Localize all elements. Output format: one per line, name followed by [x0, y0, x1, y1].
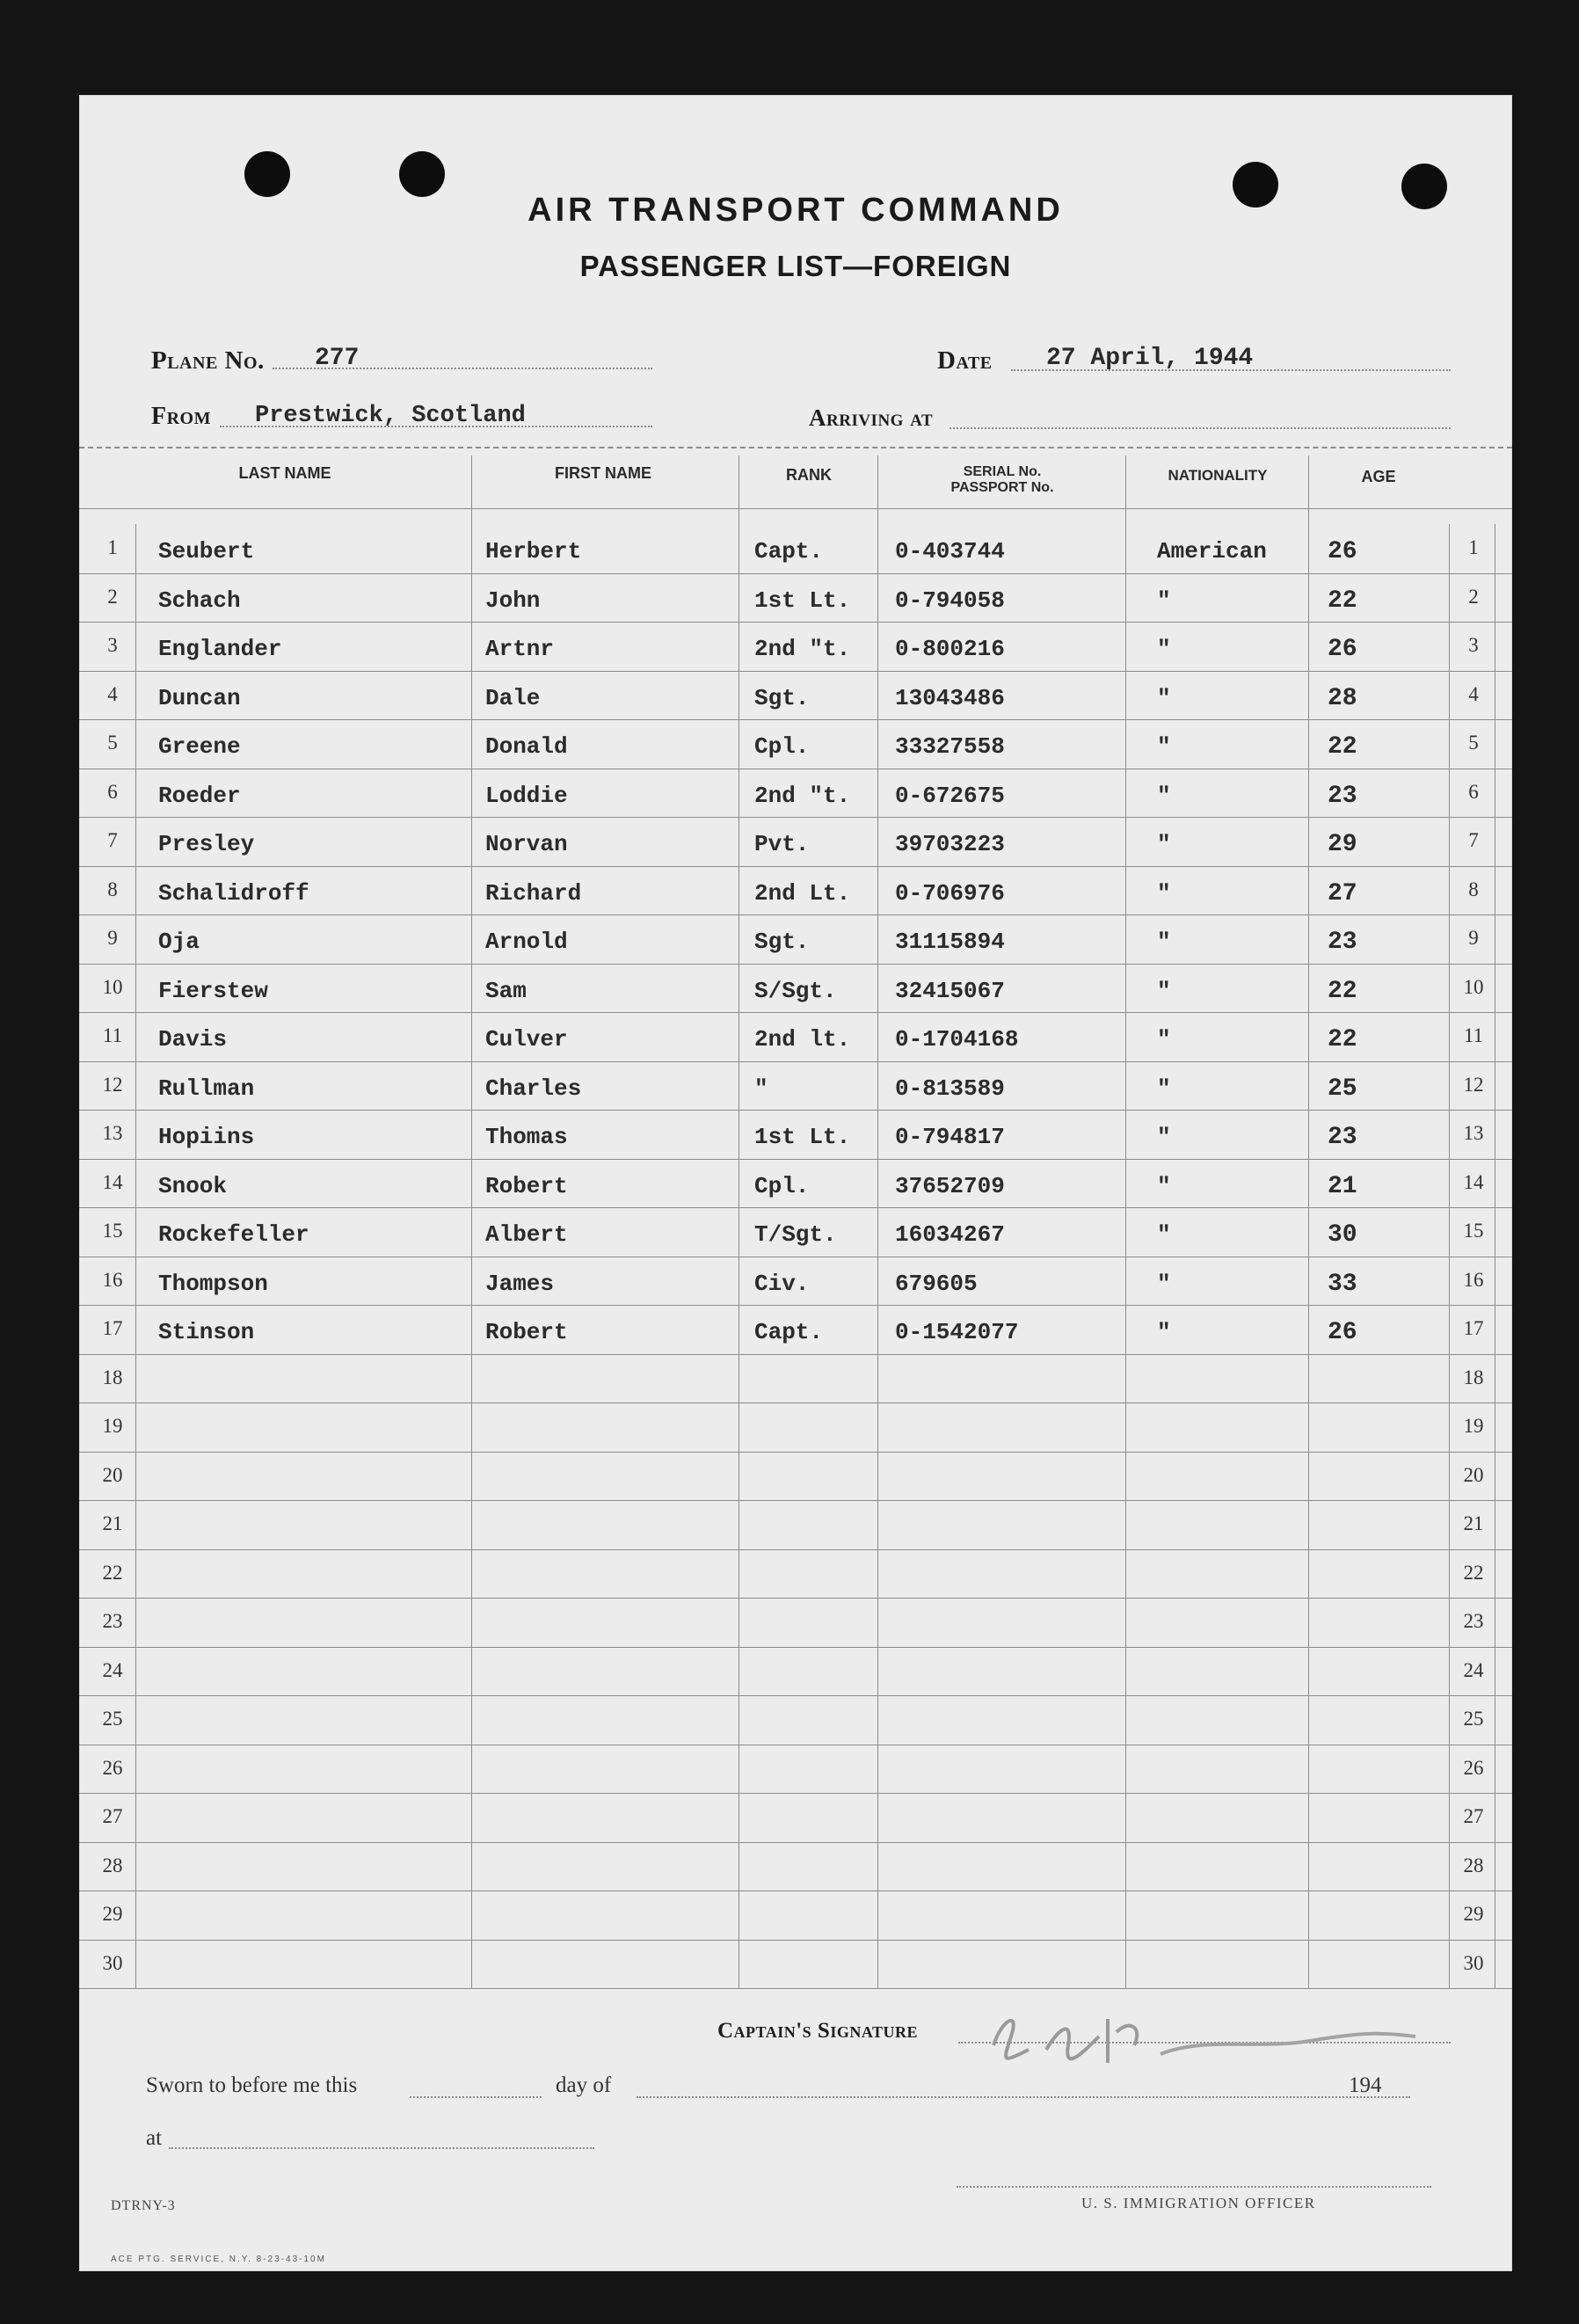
row-rule	[79, 1695, 1512, 1696]
row-rule	[79, 671, 1512, 672]
col-age: AGE	[1361, 468, 1396, 485]
cell-last: Englander	[158, 636, 282, 662]
cell-serial: 13043486	[895, 684, 1005, 711]
row-rule	[79, 866, 1512, 867]
cell-serial: 0-800216	[895, 636, 1005, 662]
cell-first: Robert	[485, 1172, 568, 1199]
row-number-left: 1	[107, 536, 118, 558]
row-number-left: 22	[102, 1561, 123, 1584]
cell-nationality: "	[1157, 1124, 1171, 1150]
row-number-right: 4	[1468, 682, 1479, 705]
row-rule	[79, 1061, 1512, 1062]
row-number-right: 12	[1463, 1073, 1484, 1096]
cell-first: Dale	[485, 684, 541, 711]
row-number-left: 21	[102, 1512, 123, 1534]
cell-serial: 679605	[895, 1270, 978, 1297]
cell-first: Thomas	[485, 1124, 568, 1150]
cell-first: Arnold	[485, 929, 568, 955]
cell-serial: 0-1542077	[895, 1319, 1019, 1345]
row-rule	[79, 1305, 1512, 1306]
row-number-right: 22	[1463, 1561, 1484, 1584]
cell-nationality: "	[1157, 1221, 1171, 1248]
officer-label: U. S. IMMIGRATION OFFICER	[1081, 2195, 1316, 2211]
col-rank: RANK	[786, 466, 832, 484]
row-rule	[79, 1207, 1512, 1208]
row-number-right: 7	[1468, 829, 1479, 851]
row-number-left: 16	[102, 1268, 123, 1291]
cell-age: 21	[1328, 1172, 1357, 1200]
row-number-right: 9	[1468, 927, 1479, 949]
row-number-right: 28	[1463, 1854, 1484, 1876]
cell-nationality: "	[1157, 1075, 1171, 1102]
plane-value: 277	[315, 345, 360, 372]
row-number-right: 16	[1463, 1268, 1484, 1291]
officer-line	[957, 2186, 1431, 2188]
from-label: From	[151, 403, 211, 430]
cell-age: 27	[1328, 879, 1357, 907]
cell-first: Albert	[485, 1221, 568, 1248]
row-rule	[79, 964, 1512, 965]
day-of-label: day of	[556, 2073, 612, 2097]
cell-age: 26	[1328, 636, 1357, 663]
row-number-left: 14	[102, 1170, 123, 1193]
row-number-right: 3	[1468, 634, 1479, 656]
cell-rank: Pvt.	[754, 831, 810, 857]
cell-age: 22	[1328, 733, 1357, 761]
row-number-left: 27	[102, 1805, 123, 1827]
row-number-right: 11	[1463, 1024, 1484, 1046]
column-rule	[1125, 455, 1126, 1988]
col-passport: PASSPORT No.	[950, 480, 1054, 495]
cell-first: Charles	[485, 1075, 582, 1102]
cell-nationality: "	[1157, 929, 1171, 955]
date-value: 27 April, 1944	[1046, 345, 1254, 372]
row-number-right: 21	[1463, 1512, 1484, 1534]
sworn-label: Sworn to before me this	[146, 2073, 358, 2097]
from-value: Prestwick, Scotland	[255, 403, 526, 429]
cell-last: Rockefeller	[158, 1221, 309, 1248]
row-number-right: 2	[1468, 585, 1479, 608]
column-rule	[471, 455, 472, 1988]
cell-nationality: "	[1157, 636, 1171, 662]
cell-last: Snook	[158, 1172, 228, 1199]
date-label: Date	[937, 346, 993, 375]
cell-last: Schalidroff	[158, 879, 309, 907]
cell-last: Oja	[158, 929, 200, 955]
cell-rank: 1st Lt.	[754, 1124, 851, 1150]
row-number-right: 14	[1463, 1170, 1484, 1193]
cell-first: Artnr	[485, 636, 555, 662]
cell-first: John	[485, 586, 541, 614]
row-number-right: 18	[1463, 1366, 1484, 1388]
cell-serial: 0-813589	[895, 1075, 1005, 1102]
row-number-left: 13	[102, 1122, 123, 1144]
row-rule	[79, 1500, 1512, 1501]
cell-rank: 2nd Lt.	[754, 879, 851, 907]
printer-imprint: ACE PTG. SERVICE, N.Y. 8-23-43-10M	[111, 2255, 326, 2264]
row-number-left: 23	[102, 1610, 123, 1632]
form-subtitle: PASSENGER LIST—FOREIGN	[579, 250, 1012, 282]
row-number-left: 18	[102, 1366, 123, 1388]
row-rule	[79, 1354, 1512, 1355]
row-number-left: 15	[102, 1220, 123, 1242]
cell-age: 23	[1328, 782, 1357, 810]
cell-rank: Capt.	[754, 538, 824, 565]
arriving-label: Arriving at	[809, 404, 934, 431]
cell-age: 28	[1328, 684, 1357, 712]
row-number-left: 26	[102, 1756, 123, 1779]
row-number-left: 11	[102, 1024, 123, 1046]
row-rule	[79, 817, 1512, 818]
row-number-left: 28	[102, 1854, 123, 1876]
cell-rank: T/Sgt.	[754, 1221, 837, 1248]
cell-nationality: "	[1157, 831, 1171, 857]
row-number-left: 8	[107, 878, 118, 900]
row-number-right: 5	[1468, 732, 1479, 754]
cell-last: Duncan	[158, 684, 241, 711]
row-rule	[79, 622, 1512, 623]
row-number-left: 30	[102, 1951, 123, 1974]
cell-rank: "	[754, 1075, 768, 1102]
cell-nationality: "	[1157, 977, 1171, 1004]
cell-serial: 32415067	[895, 977, 1005, 1004]
column-rule	[1308, 455, 1309, 1988]
cell-rank: Sgt.	[754, 684, 810, 711]
row-rule	[79, 1940, 1512, 1941]
row-rule	[79, 1647, 1512, 1648]
row-number-left: 7	[107, 829, 118, 851]
cell-age: 23	[1328, 1124, 1357, 1151]
cell-serial: 39703223	[895, 831, 1005, 857]
form-code: DTRNY-3	[111, 2198, 176, 2213]
cell-last: Seubert	[158, 538, 255, 565]
row-number-right: 29	[1463, 1903, 1484, 1925]
cell-first: Donald	[485, 733, 568, 760]
row-number-left: 2	[107, 585, 118, 608]
row-rule	[79, 1159, 1512, 1160]
row-rule	[79, 914, 1512, 915]
row-number-left: 5	[107, 732, 118, 754]
row-number-right: 17	[1463, 1317, 1484, 1339]
cell-last: Stinson	[158, 1319, 255, 1345]
row-rule	[79, 1842, 1512, 1843]
cell-serial: 0-794817	[895, 1124, 1005, 1150]
cell-last: Greene	[158, 733, 241, 760]
row-number-left: 10	[102, 975, 123, 998]
plane-label: Plane No.	[151, 346, 265, 375]
cell-last: Thompson	[158, 1270, 268, 1297]
row-rule	[79, 573, 1512, 574]
cell-first: Norvan	[485, 831, 568, 857]
col-last-name: LAST NAME	[238, 464, 331, 482]
cell-nationality: "	[1157, 684, 1171, 711]
row-rule	[79, 1402, 1512, 1403]
row-number-right: 24	[1463, 1658, 1484, 1681]
row-number-right: 26	[1463, 1756, 1484, 1779]
cell-last: Presley	[158, 831, 255, 857]
row-rule	[79, 1110, 1512, 1111]
cell-first: Sam	[485, 977, 527, 1004]
row-number-right: 15	[1463, 1220, 1484, 1242]
cell-last: Roeder	[158, 782, 241, 809]
passenger-table	[79, 95, 1512, 2271]
row-number-left: 4	[107, 682, 118, 705]
row-number-right: 19	[1463, 1415, 1484, 1437]
cell-last: Fierstew	[158, 977, 268, 1004]
at-label: at	[146, 2126, 163, 2150]
row-number-left: 17	[102, 1317, 123, 1339]
cell-age: 26	[1328, 1319, 1357, 1346]
cell-age: 22	[1328, 1026, 1357, 1053]
table-top-rule	[79, 447, 1512, 448]
row-number-right: 6	[1468, 780, 1479, 803]
row-number-left: 20	[102, 1463, 123, 1486]
col-serial: SERIAL No.	[963, 464, 1042, 479]
cell-age: 23	[1328, 929, 1357, 956]
row-number-left: 9	[107, 927, 118, 949]
cell-rank: S/Sgt.	[754, 977, 837, 1004]
cell-last: Schach	[158, 586, 241, 614]
cell-age: 25	[1328, 1075, 1357, 1103]
row-number-left: 19	[102, 1415, 123, 1437]
cell-serial: 0-672675	[895, 782, 1005, 809]
cell-rank: Civ.	[754, 1270, 810, 1297]
cell-first: Loddie	[485, 782, 568, 809]
cell-rank: 2nd "t.	[754, 782, 851, 809]
cell-age: 33	[1328, 1270, 1357, 1298]
cell-serial: 16034267	[895, 1221, 1005, 1248]
cell-nationality: "	[1157, 1319, 1171, 1345]
cell-first: Robert	[485, 1319, 568, 1345]
row-rule	[79, 1549, 1512, 1550]
cell-rank: Cpl.	[754, 733, 810, 760]
row-number-right: 1	[1468, 536, 1479, 558]
cell-nationality: "	[1157, 1270, 1171, 1297]
cell-serial: 0-794058	[895, 586, 1005, 614]
cell-nationality: "	[1157, 782, 1171, 809]
row-number-left: 6	[107, 780, 118, 803]
cell-last: Davis	[158, 1026, 228, 1053]
year-label: 194	[1349, 2073, 1382, 2097]
row-number-left: 25	[102, 1708, 123, 1730]
captain-signature-label: Captain's Signature	[717, 2019, 919, 2043]
row-number-right: 30	[1463, 1951, 1484, 1974]
column-rule	[877, 455, 878, 1988]
form-title: AIR TRANSPORT COMMAND	[528, 192, 1064, 229]
row-rule	[79, 1012, 1512, 1013]
cell-rank: Sgt.	[754, 929, 810, 955]
cell-last: Hopiins	[158, 1124, 255, 1150]
cell-nationality: American	[1157, 538, 1267, 565]
row-number-left: 12	[102, 1073, 123, 1096]
row-number-left: 29	[102, 1903, 123, 1925]
cell-first: Richard	[485, 879, 582, 907]
cell-serial: 31115894	[895, 929, 1005, 955]
cell-serial: 0-1704168	[895, 1026, 1019, 1053]
cell-first: James	[485, 1270, 555, 1297]
cell-serial: 37652709	[895, 1172, 1005, 1199]
at-line	[169, 2147, 594, 2149]
cell-age: 26	[1328, 538, 1357, 565]
col-nationality: NATIONALITY	[1168, 467, 1268, 484]
col-first-name: FIRST NAME	[555, 464, 651, 482]
row-number-left: 24	[102, 1658, 123, 1681]
cell-serial: 0-706976	[895, 879, 1005, 907]
cell-serial: 0-403744	[895, 538, 1005, 565]
cell-rank: Cpl.	[754, 1172, 810, 1199]
row-number-right: 20	[1463, 1463, 1484, 1486]
cell-rank: 2nd lt.	[754, 1026, 851, 1053]
sworn-line	[410, 2096, 542, 2098]
row-number-left: 3	[107, 634, 118, 656]
row-rule	[79, 1988, 1512, 1989]
cell-nationality: "	[1157, 733, 1171, 760]
day-of-line	[637, 2096, 1410, 2098]
row-number-right: 10	[1463, 975, 1484, 998]
cell-first: Herbert	[485, 538, 582, 565]
cell-last: Rullman	[158, 1075, 255, 1102]
header-rule	[79, 508, 1512, 509]
row-rule	[79, 1793, 1512, 1794]
cell-nationality: "	[1157, 1172, 1171, 1199]
cell-age: 22	[1328, 586, 1357, 615]
row-number-right: 27	[1463, 1805, 1484, 1827]
row-rule	[79, 1598, 1512, 1599]
row-number-right: 8	[1468, 878, 1479, 900]
captain-signature	[976, 2001, 1433, 2072]
cell-nationality: "	[1157, 1026, 1171, 1053]
cell-first: Culver	[485, 1026, 568, 1053]
row-number-right: 23	[1463, 1610, 1484, 1632]
document-page	[79, 95, 1512, 2271]
cell-age: 29	[1328, 831, 1357, 858]
cell-age: 30	[1328, 1221, 1357, 1249]
cell-rank: 2nd "t.	[754, 636, 851, 662]
cell-nationality: "	[1157, 586, 1171, 614]
cell-rank: Capt.	[754, 1319, 824, 1345]
cell-nationality: "	[1157, 879, 1171, 907]
row-rule	[79, 719, 1512, 720]
row-number-right: 13	[1463, 1122, 1484, 1144]
row-rule	[79, 1452, 1512, 1453]
cell-serial: 33327558	[895, 733, 1005, 760]
cell-rank: 1st Lt.	[754, 586, 851, 614]
cell-age: 22	[1328, 977, 1357, 1005]
row-number-right: 25	[1463, 1708, 1484, 1730]
